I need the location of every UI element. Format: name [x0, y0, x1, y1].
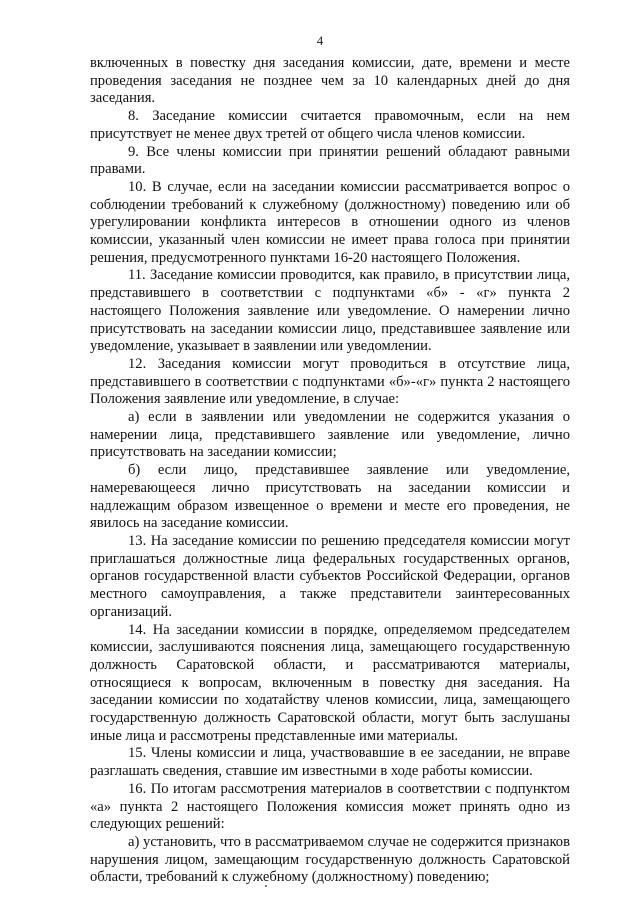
paragraph-15: 15. Члены комиссии и лица, участвовавшие в ее заседании, не вправе разглашать сведения, ставшие им известными в ходе работы комиссии. — [90, 745, 570, 780]
paragraph-12-a: а) если в заявлении или уведомлении не содержится указания о намерении лица, представившего заявление или уведомление, лично присутствовать на заседании комиссии; — [90, 409, 570, 461]
paragraph-16: 16. По итогам рассмотрения материалов в соответствии с подпунктом «а» пункта 2 настоящего Положения комиссия может принять одно из следующих решений: — [90, 780, 570, 833]
paragraph-8: 8. Заседание комиссии считается правомочным, если на нем присутствует не менее двух третей от общего числа членов комиссии. — [90, 108, 570, 142]
paragraph-12-b: б) если лицо, представившее заявление или уведомление, намеревающееся лично присутствовать на заседании комиссии и надлежащим образом извещенное о времени и месте его проведения, не явилось на заседание комиссии. — [90, 462, 570, 532]
page-number: 4 — [316, 33, 324, 48]
paragraph-10: 10. В случае, если на заседании комиссии рассматривается вопрос о соблюдении требований к служебному (должностному) поведению или об урегулировании конфликта интересов в отношении одного из членов комиссии, указанный член комиссии не имеет права голоса при принятии решения, предусмотренного пунктами 16-20 настоящего Положения. — [90, 178, 570, 266]
document-body — [90, 55, 570, 887]
paragraph-continuation: включенных в повестку дня заседания комиссии, дате, времени и месте проведения заседания не позднее чем за 10 календарных дней до дня заседания. — [90, 55, 570, 107]
paragraph-12: 12. Заседания комиссии могут проводиться в отсутствие лица, представившего в соответствии с подпунктами «б»-«г» пункта 2 настоящего Положения заявление или уведомление, в случае: — [90, 355, 570, 408]
paragraph-11: 11. Заседание комиссии проводится, как правило, в присутствии лица, представившего в соответствии с подпунктами «б» - «г» пункта 2 настоящего Положения заявление или уведомление. О намерении лично присутствовать на заседании комиссии лицо, представившее заявление или уведомление, указывает в заявлении или уведомлении. — [90, 267, 570, 355]
paragraph-13: 13. На заседание комиссии по решению председателя комиссии могут приглашаться должностные лица федеральных государственных органов, органов государственной власти субъектов Российской Федерации, органов местного самоуправления, а также представители заинтересованных организаций. — [90, 532, 570, 620]
paragraph-14: 14. На заседании комиссии в порядке, определяемом председателем комиссии, заслушиваются пояснения лица, замещающего государственную должность Саратовской области, и рассматриваются материалы, относящиеся к вопросам, включенным в повестку дня заседания. На заседании комиссии по ходатайству членов комиссии, лица, замещающего государственную должность Саратовской области, могут быть заслушаны иные лица и рассмотрены представленные ими материалы. — [90, 621, 570, 744]
scan-dot — [265, 885, 267, 887]
paragraph-9: 9. Все члены комиссии при принятии решений обладают равными правами. — [90, 143, 570, 178]
paragraph-16-a: а) установить, что в рассматриваемом случае не содержится признаков нарушения лицом, замещающим государственную должность Саратовской области, требований к служебному (должностному) поведению; — [90, 833, 570, 886]
